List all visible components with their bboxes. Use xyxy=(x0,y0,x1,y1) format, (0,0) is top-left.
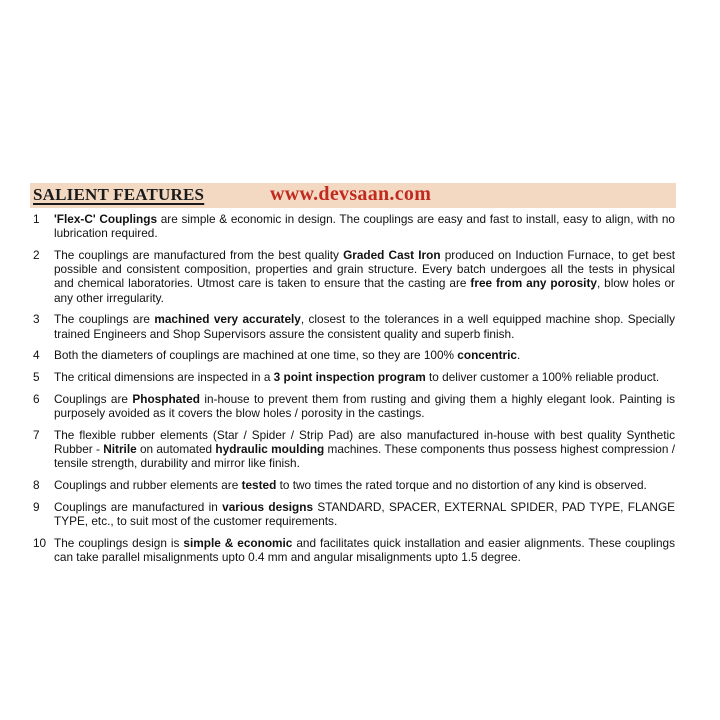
feature-text-segment: Both the diameters of couplings are machined at one time, so they are 100% xyxy=(54,348,458,363)
feature-text-segment: , closest to the tolerances in a well equipped machine shop. Specially trained Engineers and Shop Supervisors assure the consistent quality and superb finish. xyxy=(54,312,676,341)
feature-text xyxy=(54,428,675,471)
feature-text xyxy=(54,348,675,362)
feature-text-segment: and facilitates quick installation and easier alignments. These couplings can take parallel misalignments upto 0.4 mm and angular misalignments upto 1.5 degree. xyxy=(54,536,675,565)
feature-number: 3 xyxy=(33,312,40,327)
feature-text xyxy=(54,392,675,420)
feature-text-segment: machines. These components thus possess highest compression / tensile strength, durability and mirror like finish. xyxy=(54,442,675,471)
feature-text-bold: free from any porosity xyxy=(470,276,597,291)
feature-text-segment: are simple & economic in design. The couplings are easy and fast to install, easy to align, with no lubrication required. xyxy=(54,212,675,241)
feature-text xyxy=(54,536,675,564)
feature-text-segment: The flexible rubber elements (Star / Spider / Strip Pad) are also manufactured in-house with best quality Synthetic Rubber - xyxy=(54,428,675,457)
feature-text xyxy=(54,370,675,384)
feature-text-segment: to two times the rated torque and no distortion of any kind is observed. xyxy=(276,478,647,493)
feature-item xyxy=(33,370,675,384)
feature-number: 7 xyxy=(33,428,40,442)
feature-text-bold: tested xyxy=(241,478,277,493)
feature-text-bold: simple & economic xyxy=(183,536,293,550)
feature-item xyxy=(33,312,675,340)
feature-text-segment: The critical dimensions are inspected in a xyxy=(54,370,274,385)
feature-text-segment: STANDARD, SPACER, EXTERNAL SPIDER, PAD TYPE, FLANGE TYPE, etc., to suit most of the customer requirements. xyxy=(54,500,675,529)
feature-number: 6 xyxy=(33,392,40,406)
feature-number: 4 xyxy=(33,348,40,363)
feature-number: 5 xyxy=(33,370,40,385)
feature-item xyxy=(33,428,675,471)
feature-text xyxy=(54,478,675,492)
website-url: www.devsaan.com xyxy=(270,183,432,205)
feature-item xyxy=(33,348,675,362)
feature-text-segment: to deliver customer a 100% reliable product. xyxy=(425,370,660,385)
feature-text-segment: The couplings are xyxy=(54,312,155,327)
feature-number: 2 xyxy=(33,248,40,262)
feature-text-segment: The couplings design is xyxy=(54,536,184,550)
feature-item xyxy=(33,536,675,564)
feature-number: 1 xyxy=(33,212,40,226)
features-list xyxy=(33,212,675,572)
feature-text xyxy=(54,212,675,240)
feature-text-segment: Couplings and rubber elements are xyxy=(54,478,242,493)
feature-item xyxy=(33,478,675,492)
section-header xyxy=(30,183,676,208)
feature-text-bold: concentric xyxy=(457,348,517,363)
feature-text-bold: machined very accurately xyxy=(154,312,301,327)
feature-text-segment: in-house to prevent them from rusting and giving them a highly elegant look. Painting is purposely avoided as it covers the blow holes / porosity in the castings. xyxy=(54,392,675,421)
feature-text-bold: various designs xyxy=(222,500,314,514)
feature-text-bold: 'Flex-C' Couplings xyxy=(54,212,158,226)
feature-item xyxy=(33,392,675,420)
feature-text xyxy=(54,248,675,305)
feature-text-segment: . xyxy=(516,348,521,363)
feature-text-segment: The couplings are manufactured from the best quality xyxy=(54,248,344,262)
feature-number: 10 xyxy=(33,536,47,550)
feature-text-bold: hydraulic moulding xyxy=(215,442,325,457)
feature-text-segment: Couplings are xyxy=(54,392,133,406)
section-title: SALIENT FEATURES xyxy=(33,185,205,204)
feature-text-segment: on automated xyxy=(136,442,216,457)
feature-text-bold: Phosphated xyxy=(132,392,200,406)
feature-number: 8 xyxy=(33,478,40,493)
feature-text-bold: Graded Cast Iron xyxy=(343,248,441,262)
feature-text-bold: 3 point inspection program xyxy=(273,370,426,385)
feature-text xyxy=(54,500,675,528)
feature-item xyxy=(33,212,675,240)
feature-item xyxy=(33,248,675,305)
feature-text xyxy=(54,312,675,340)
feature-number: 9 xyxy=(33,500,40,514)
feature-text-segment: produced on Induction Furnace, to get best possible and consistent composition, properties and grain structure. Every batch undergoes all the tests in physical and chemical laboratories. Utmost care is taken to ensure that the casting are xyxy=(54,248,675,291)
feature-text-bold: Nitrile xyxy=(103,442,137,457)
feature-text-segment: Couplings are manufactured in xyxy=(54,500,223,514)
feature-text-segment: , blow holes or any other irregularity. xyxy=(54,276,675,305)
feature-item xyxy=(33,500,675,528)
